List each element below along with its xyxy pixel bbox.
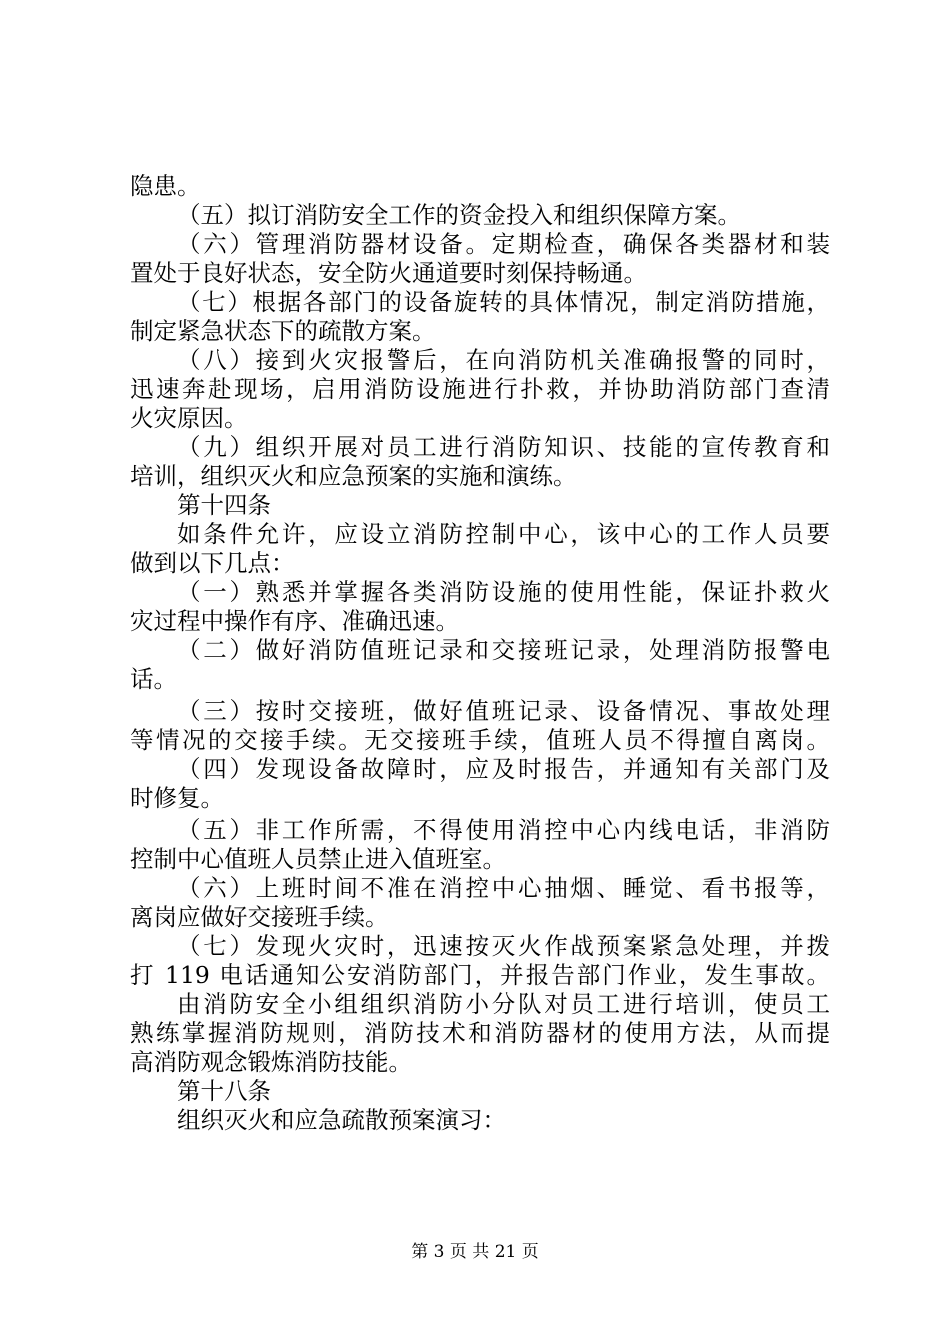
text-line: 高消防观念锻炼消防技能。 bbox=[130, 1048, 412, 1076]
text-line: 时修复。 bbox=[130, 784, 224, 812]
text-line: （二）做好消防值班记录和交接班记录，处理消防报警电 bbox=[177, 636, 830, 664]
text-line: 置处于良好状态，安全防火通道要时刻保持畅通。 bbox=[130, 259, 647, 287]
text-line: 由消防安全小组组织消防小分队对员工进行培训，使员工 bbox=[177, 990, 830, 1018]
text-line: （三）按时交接班，做好值班记录、设备情况、事故处理 bbox=[177, 697, 830, 725]
text-line: 培训，组织灭火和应急预案的实施和演练。 bbox=[130, 462, 577, 490]
text-line: 火灾原因。 bbox=[130, 404, 248, 432]
text-line: 打 119 电话通知公安消防部门，并报告部门作业，发生事故。 bbox=[130, 961, 830, 989]
text-line: （四）发现设备故障时，应及时报告，并通知有关部门及 bbox=[177, 755, 830, 783]
text-line: （五）非工作所需，不得使用消控中心内线电话，非消防 bbox=[177, 816, 830, 844]
text-line: 控制中心值班人员禁止进入值班室。 bbox=[130, 845, 506, 873]
text-line: 话。 bbox=[130, 665, 177, 693]
text-line: 制定紧急状态下的疏散方案。 bbox=[130, 317, 436, 345]
text-line: （七）根据各部门的设备旋转的具体情况，制定消防措施， bbox=[177, 288, 830, 316]
section-heading: 第十四条 bbox=[177, 491, 271, 519]
text-line: （一）熟悉并掌握各类消防设施的使用性能，保证扑救火 bbox=[177, 578, 830, 606]
text-line: （六）上班时间不准在消控中心抽烟、睡觉、看书报等， bbox=[177, 874, 830, 902]
text-line: 迅速奔赴现场，启用消防设施进行扑救，并协助消防部门查清 bbox=[130, 375, 830, 403]
text-line: 如条件允许，应设立消防控制中心，该中心的工作人员要 bbox=[177, 520, 830, 548]
text-line: （五）拟订消防安全工作的资金投入和组织保障方案。 bbox=[177, 201, 741, 229]
text-line: 做到以下几点： bbox=[130, 549, 295, 577]
text-line: 灾过程中操作有序、准确迅速。 bbox=[130, 607, 459, 635]
text-line: 等情况的交接手续。无交接班手续，值班人员不得擅自离岗。 bbox=[130, 726, 830, 754]
document-body bbox=[130, 172, 830, 1135]
section-heading: 第十八条 bbox=[177, 1077, 271, 1105]
text-line: （八）接到火灾报警后，在向消防机关准确报警的同时， bbox=[177, 346, 830, 374]
text-line: 离岗应做好交接班手续。 bbox=[130, 903, 389, 931]
text-line: 隐患。 bbox=[130, 172, 201, 200]
page-footer: 第 3 页 共 21 页 bbox=[411, 1242, 539, 1262]
text-line: （七）发现火灾时，迅速按灭火作战预案紧急处理，并拨 bbox=[177, 932, 830, 960]
text-line: （九）组织开展对员工进行消防知识、技能的宣传教育和 bbox=[177, 433, 830, 461]
text-line: （六）管理消防器材设备。定期检查，确保各类器材和装 bbox=[177, 230, 830, 258]
text-line: 组织灭火和应急疏散预案演习： bbox=[177, 1106, 506, 1134]
text-line: 熟练掌握消防规则，消防技术和消防器材的使用方法，从而提 bbox=[130, 1019, 830, 1047]
